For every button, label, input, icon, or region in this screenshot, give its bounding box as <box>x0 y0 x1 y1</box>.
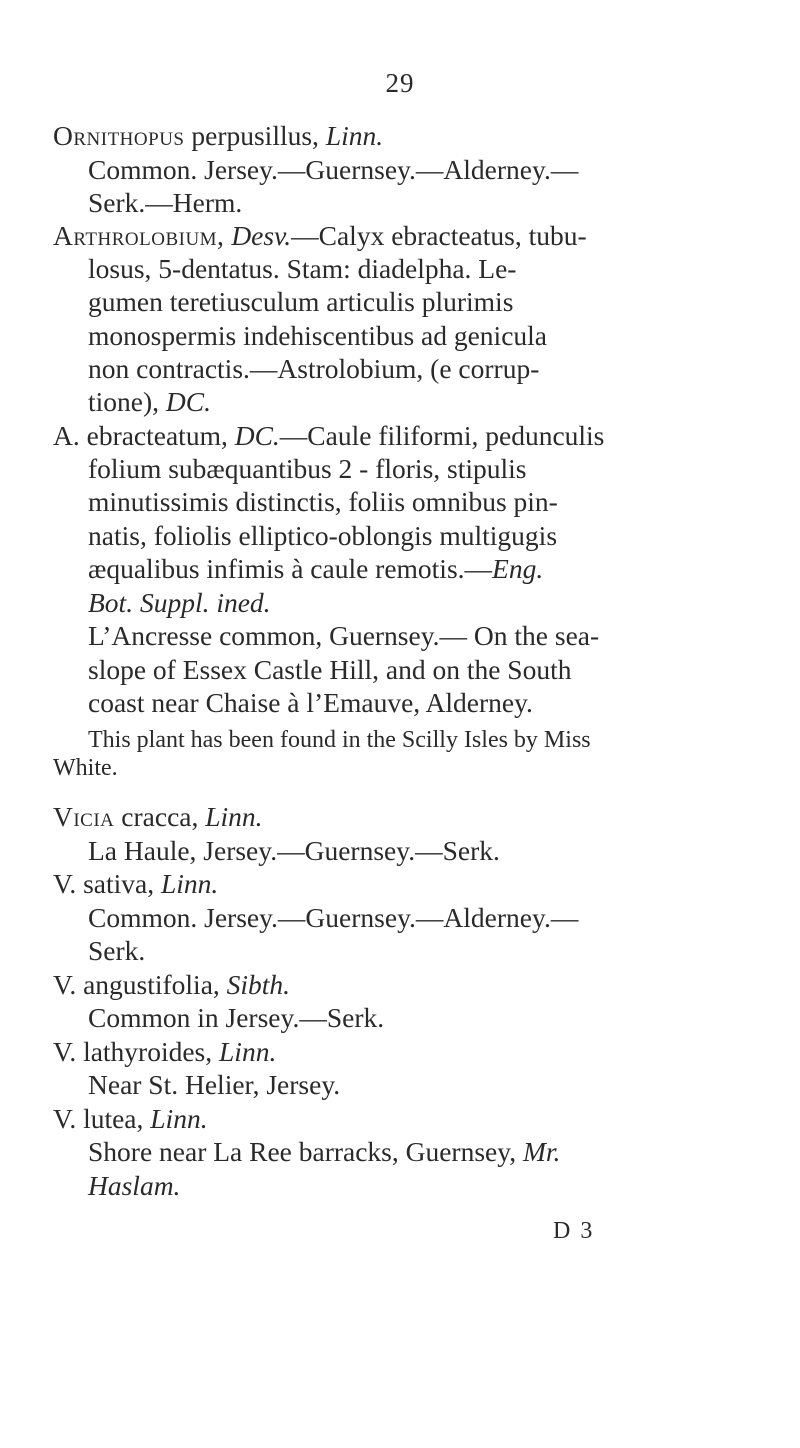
entry-v-lathyroides-heading <box>53 1035 276 1069</box>
authority: Linn. <box>150 1103 208 1134</box>
locality-line: L’Ancresse common, Guernsey.— On the sea- <box>88 620 600 651</box>
authority: Linn. <box>160 868 219 899</box>
authority: Desv. <box>224 220 292 251</box>
description-line: losus, 5-dentatus. Stam: diadelpha. Le- <box>88 253 517 284</box>
entry-ornithopus-heading <box>53 119 383 153</box>
signature-mark: D 3 <box>553 1218 595 1244</box>
description-text: tione), <box>88 386 166 417</box>
collector-name: Haslam. <box>88 1170 181 1201</box>
species-name: V. lathyroides, <box>53 1036 220 1067</box>
description-line: monospermis indehiscentibus ad genicula <box>88 320 548 351</box>
authority: DC. <box>165 386 211 417</box>
locality-line: Common. Jersey.—Guernsey.—Alderney.— <box>88 154 579 185</box>
species-name: perpusillus, <box>184 120 326 151</box>
entry-v-sativa-heading <box>53 867 218 901</box>
locality-line: Near St. Helier, Jersey. <box>88 1069 341 1100</box>
note-line: This plant has been found in the Scilly Isles by Miss <box>88 727 591 753</box>
locality-line: coast near Chaise à l’Emauve, Alderney. <box>88 687 533 718</box>
entry-vicia-cracca-heading <box>53 800 263 834</box>
description-line: natis, foliolis elliptico-oblongis multigugis <box>88 520 558 551</box>
entry-arthrolobium-heading <box>53 219 587 253</box>
description-line: non contractis.—Astrolobium, (e corrup- <box>88 353 540 384</box>
locality-line: La Haule, Jersey.—Guernsey.—Serk. <box>88 835 500 866</box>
description-text: æqualibus infimis à caule remotis.— <box>88 553 493 584</box>
description-line: minutissimis distinctis, foliis omnibus pin- <box>88 486 558 517</box>
description-line <box>88 552 543 586</box>
authority: Linn. <box>205 801 263 832</box>
entry-a-ebracteatum-heading <box>53 419 604 453</box>
reference: Eng. <box>492 553 544 584</box>
species-name: A. ebracteatum, <box>53 420 235 451</box>
entry-v-lutea-heading <box>53 1102 208 1136</box>
locality-text: Shore near La Ree barracks, Guernsey, <box>88 1136 523 1167</box>
locality-line: Serk. <box>88 935 146 966</box>
locality-line: Serk.—Herm. <box>88 187 243 218</box>
authority: Linn. <box>325 120 384 151</box>
reference-line: Bot. Suppl. ined. <box>88 587 271 618</box>
description-text: —Calyx ebracteatus, tubu- <box>291 220 587 251</box>
locality-line <box>88 1135 560 1169</box>
locality-line: Common. Jersey.—Guernsey.—Alderney.— <box>88 902 579 933</box>
authority: Sibth. <box>226 969 291 1000</box>
description-line: gumen teretiusculum articulis plurimis <box>88 286 514 317</box>
genus-name: Ornithopus <box>53 120 185 151</box>
page-number: 29 <box>385 68 415 98</box>
collector-title: Mr. <box>522 1136 561 1167</box>
genus-name: Vicia <box>53 801 115 832</box>
authority: Linn. <box>219 1036 277 1067</box>
description-text: —Caule filiformi, pedunculis <box>279 420 605 451</box>
species-name: V. lutea, <box>53 1103 151 1134</box>
entry-v-angustifolia-heading <box>53 968 290 1002</box>
note-line: White. <box>53 755 118 781</box>
species-name: V. sativa, <box>53 868 161 899</box>
species-name: cracca, <box>114 801 206 832</box>
species-name: V. angustifolia, <box>53 969 227 1000</box>
description-line <box>88 385 211 419</box>
authority: DC. <box>234 420 280 451</box>
locality-line: slope of Essex Castle Hill, and on the South <box>88 654 572 685</box>
genus-name: Arthrolobium, <box>53 220 225 251</box>
description-line: folium subæquantibus 2 - floris, stipulis <box>88 453 527 484</box>
locality-line: Common in Jersey.—Serk. <box>88 1002 385 1033</box>
